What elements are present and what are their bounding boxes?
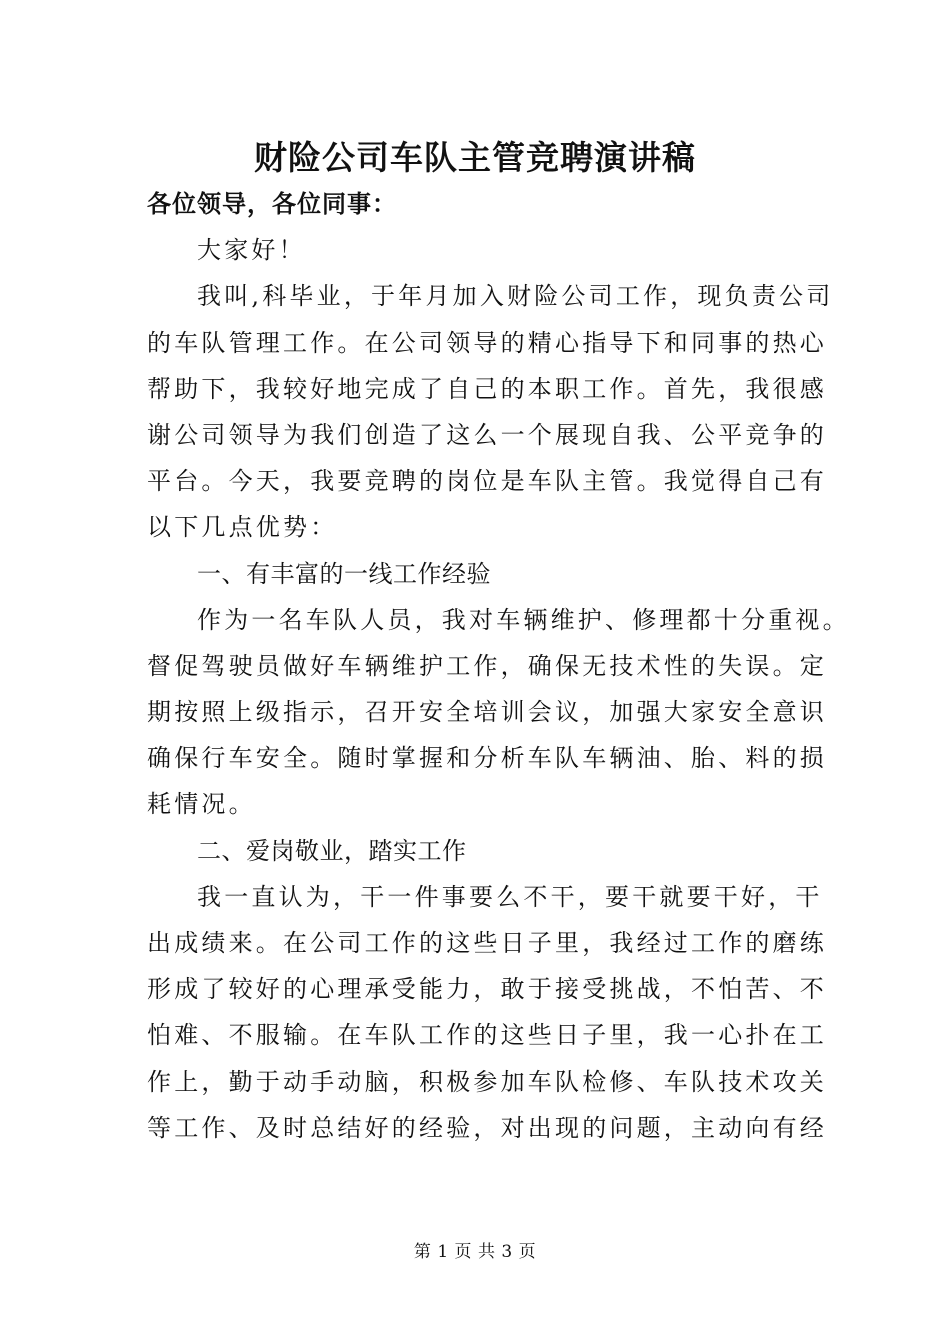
paragraph-line: 督促驾驶员做好车辆维护工作，确保无技术性的失误。定 xyxy=(147,651,827,680)
salutation-line: 各位领导，各位同事： xyxy=(147,190,397,218)
paragraph-line: 我一直认为，干一件事要么不干，要干就要干好，干 xyxy=(197,882,823,911)
paragraph-line: 作为一名车队人员，我对车辆维护、修理都十分重视。 xyxy=(197,605,850,634)
paragraph-line: 谢公司领导为我们创造了这么一个展现自我、公平竞争的 xyxy=(147,420,827,449)
greeting-line: 大家好！ xyxy=(197,236,306,265)
paragraph-line: 确保行车安全。随时掌握和分析车队车辆油、胎、料的损 xyxy=(147,744,827,773)
paragraph-line: 等工作、及时总结好的经验，对出现的问题，主动向有经 xyxy=(147,1113,827,1142)
paragraph-line: 帮助下，我较好地完成了自己的本职工作。首先，我很感 xyxy=(147,374,827,403)
paragraph-line: 形成了较好的心理承受能力，敢于接受挑战，不怕苦、不 xyxy=(147,975,827,1004)
page-footer: 第 1 页 共 3 页 xyxy=(413,1242,537,1262)
paragraph-line: 出成绩来。在公司工作的这些日子里，我经过工作的磨练 xyxy=(147,929,827,957)
paragraph-line: 以下几点优势： xyxy=(147,513,338,542)
document-body xyxy=(147,181,850,1151)
section-heading: 一、有丰富的一线工作经验 xyxy=(197,559,491,588)
document-title: 财险公司车队主管竞聘演讲稿 xyxy=(254,138,696,177)
paragraph-line: 耗情况。 xyxy=(147,790,256,819)
paragraph-line: 平台。今天，我要竞聘的岗位是车队主管。我觉得自己有 xyxy=(147,467,827,496)
paragraph-line: 怕难、不服输。在车队工作的这些日子里，我一心扑在工 xyxy=(147,1021,827,1050)
paragraph-line: 的车队管理工作。在公司领导的精心指导下和同事的热心 xyxy=(147,328,827,357)
paragraph-line: 作上，勤于动手动脑，积极参加车队检修、车队技术攻关 xyxy=(147,1067,827,1096)
paragraph-line: 期按照上级指示，召开安全培训会议，加强大家安全意识 xyxy=(147,698,827,727)
paragraph-line: 我叫,科毕业，于年月加入财险公司工作，现负责公司 xyxy=(197,282,834,311)
section-heading: 二、爱岗敬业，踏实工作 xyxy=(197,836,467,865)
